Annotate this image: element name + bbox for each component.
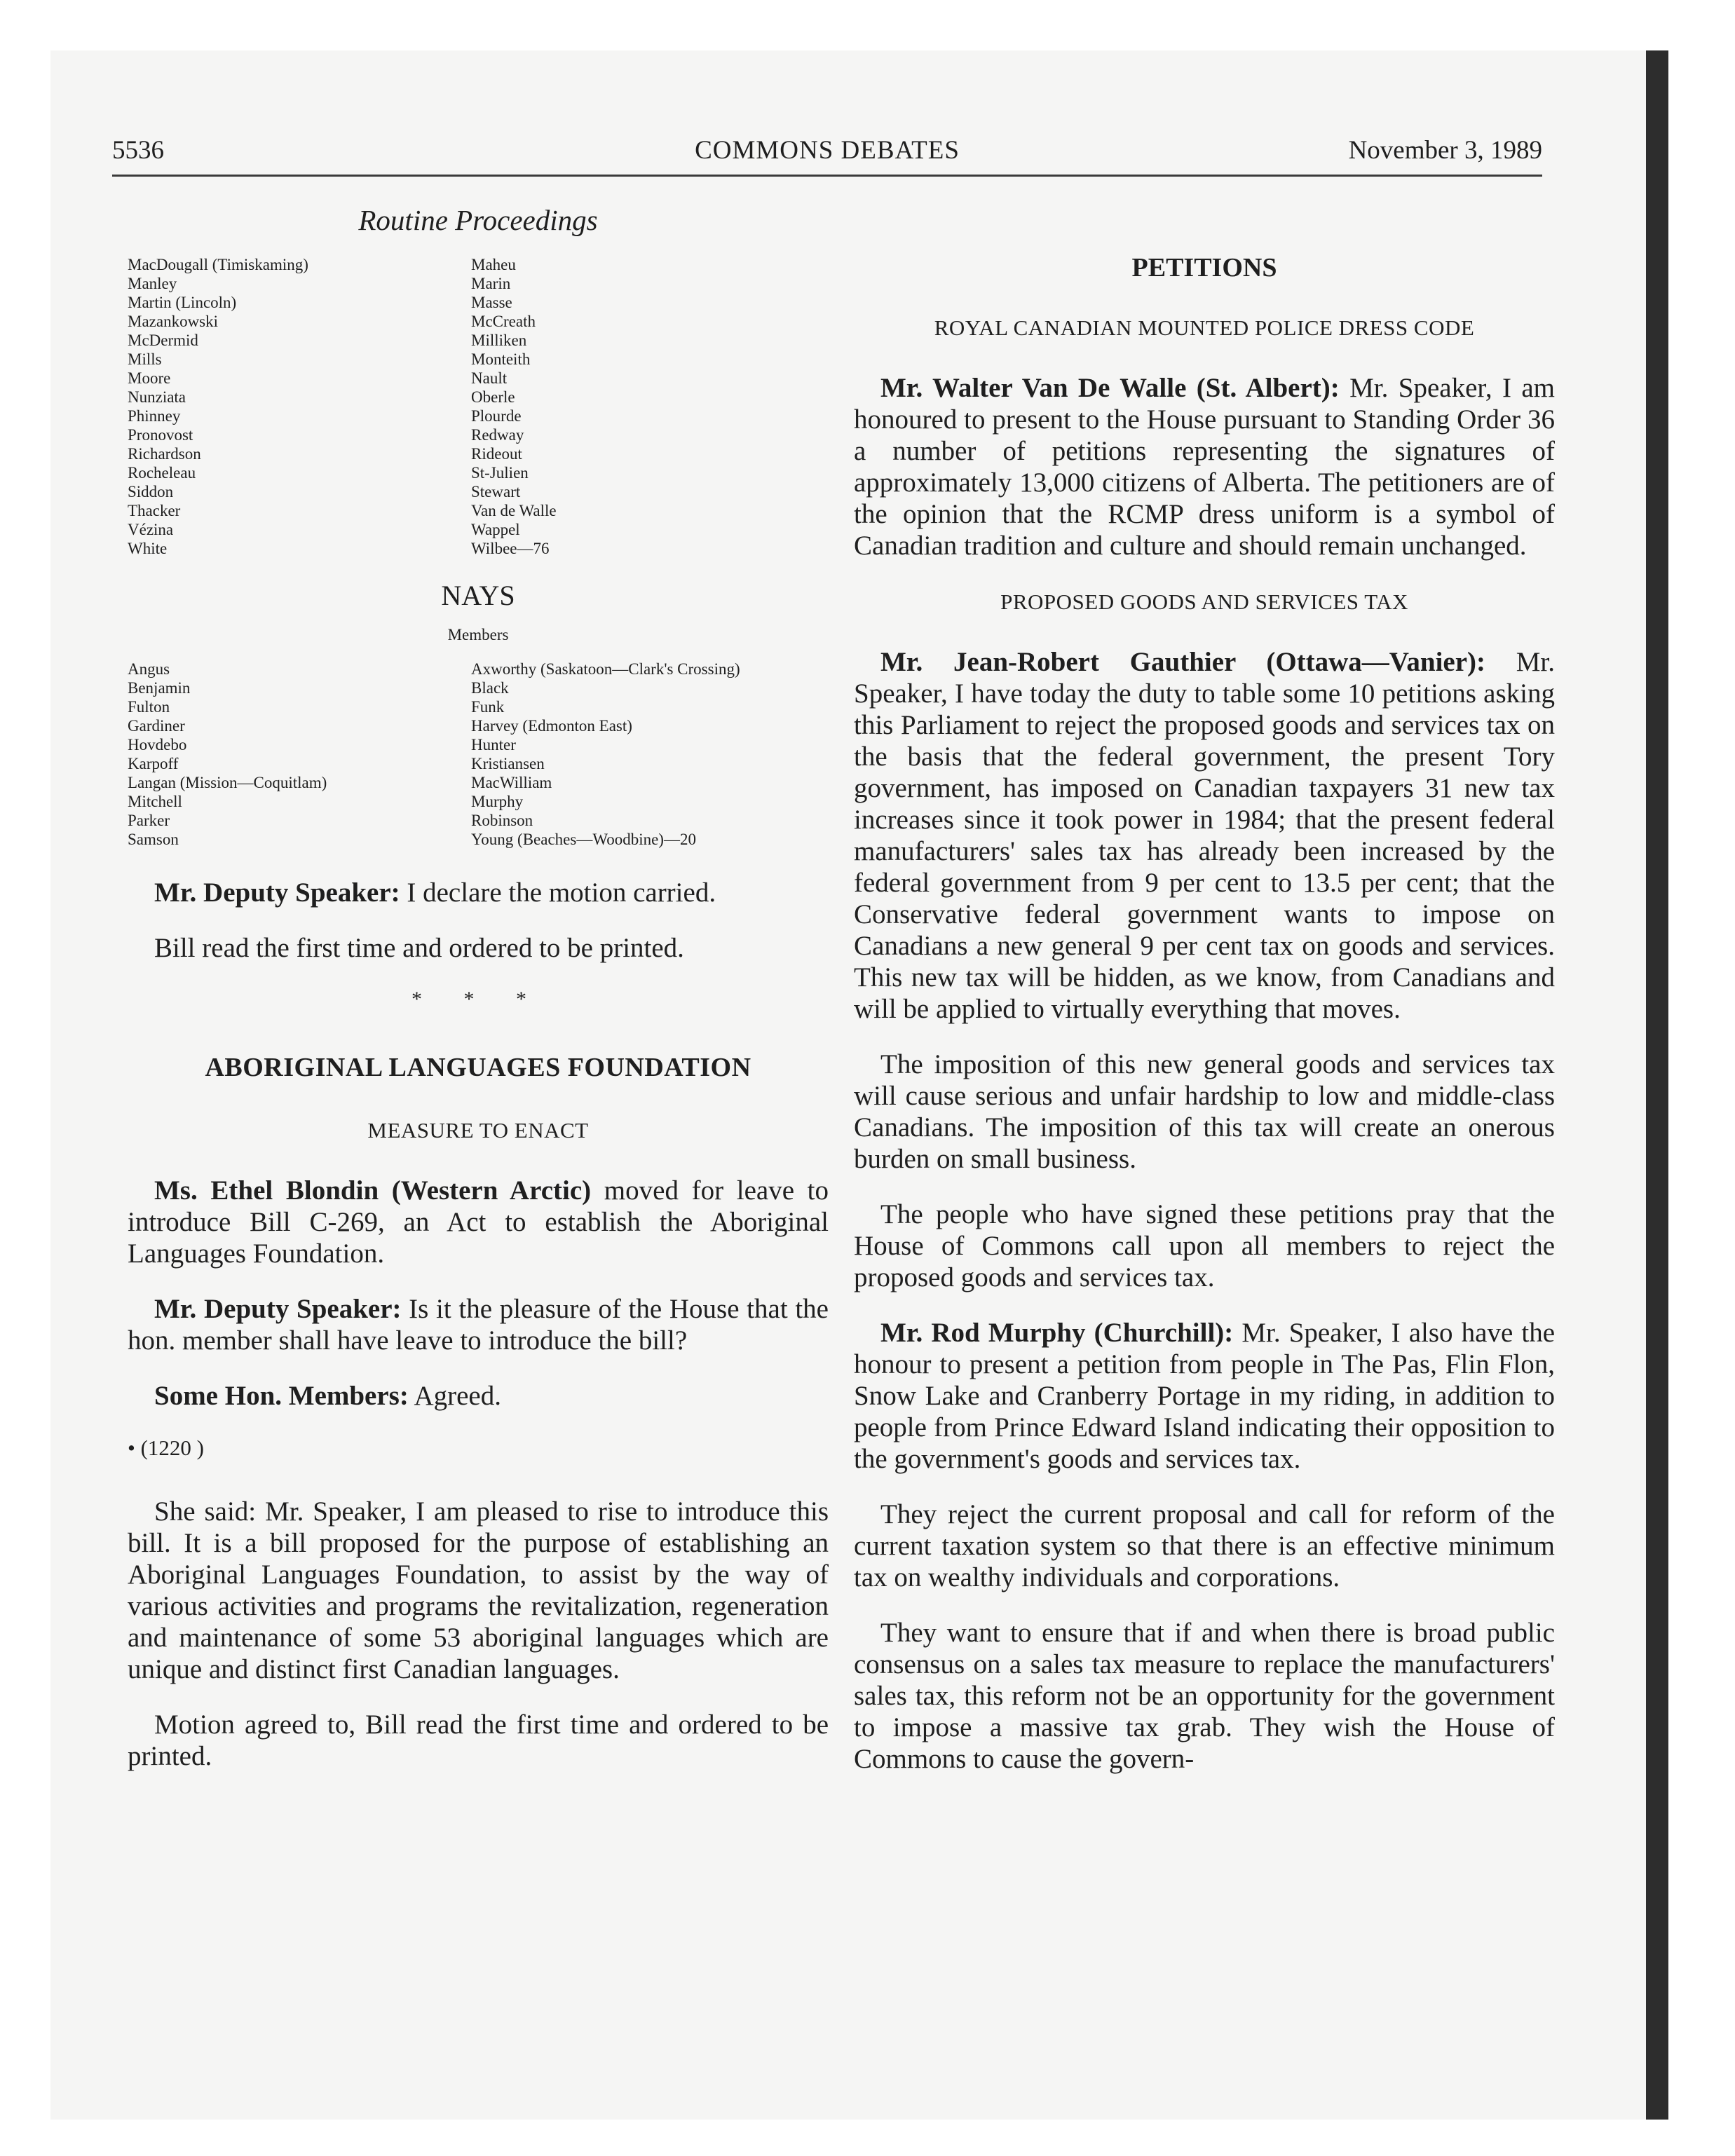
section-heading: PETITIONS bbox=[1131, 253, 1277, 282]
speaker-name: Some Hon. Members: bbox=[154, 1381, 409, 1411]
member-name: Rocheleau bbox=[128, 464, 196, 482]
member-name: Redway bbox=[471, 426, 524, 444]
section-title: Routine Proceedings bbox=[358, 204, 598, 236]
member-name: Oberle bbox=[471, 388, 515, 406]
nays-list bbox=[128, 660, 829, 849]
member-name: Masse bbox=[471, 294, 512, 311]
paragraph-text: Agreed. bbox=[408, 1381, 501, 1411]
paragraph bbox=[854, 646, 1555, 1025]
member-name: McDermid bbox=[128, 332, 198, 349]
member-name: Funk bbox=[471, 698, 505, 716]
member-name: Vézina bbox=[128, 521, 174, 538]
member-name: Wappel bbox=[471, 521, 520, 538]
section-divider: * * * bbox=[411, 988, 545, 1011]
member-name: Martin (Lincoln) bbox=[128, 294, 237, 311]
page-number: 5536 bbox=[112, 136, 164, 165]
paragraph: Bill read the first time and ordered to be printed. bbox=[154, 933, 684, 963]
paragraph bbox=[128, 877, 829, 908]
nays-column-2 bbox=[471, 660, 829, 849]
member-name: Plourde bbox=[471, 407, 522, 425]
member-name: Rideout bbox=[471, 445, 522, 463]
speaker-name: Mr. Deputy Speaker: bbox=[154, 878, 400, 908]
section-subheading: MEASURE TO ENACT bbox=[367, 1118, 589, 1142]
members-label: Members bbox=[447, 626, 509, 643]
paragraph bbox=[128, 1175, 829, 1269]
member-name: MacDougall (Timiskaming) bbox=[128, 256, 308, 273]
section-subheading: ROYAL CANADIAN MOUNTED POLICE DRESS CODE bbox=[934, 315, 1475, 340]
member-name: Maheu bbox=[471, 256, 516, 273]
member-name: Siddon bbox=[128, 483, 174, 500]
member-name: MacWilliam bbox=[471, 774, 552, 791]
paragraph-text: I declare the motion carried. bbox=[400, 878, 716, 908]
member-name: Kristiansen bbox=[471, 755, 545, 772]
member-name: Angus bbox=[128, 660, 170, 678]
member-name: Young (Beaches—Woodbine)—20 bbox=[471, 831, 696, 848]
member-name: Richardson bbox=[128, 445, 201, 463]
member-name: Karpoff bbox=[128, 755, 179, 772]
member-name: Fulton bbox=[128, 698, 170, 716]
speaker-name: Mr. Rod Murphy (Churchill): bbox=[880, 1318, 1234, 1348]
paragraph-text: Mr. Speaker, I have today the duty to table some 10 petitions asking this Parliament to reject the proposed goods and services tax on the basis that the federal government, the present Tory government, has imposed on Canadian taxpayers 31 new tax increases since it took power in 1984; that the present federal manufacturers' sales tax has already been increased by the federal government from 9 per cent to 13.5 per cent; that the Conservative federal government wants to impose on Canadians a new general 9 per cent tax on goods and services. This new tax will be hidden, as we know, from Canadians and will be applied to virtually everything that moves. bbox=[854, 647, 1555, 1024]
yeas-column-2 bbox=[471, 255, 829, 558]
member-name: Moore bbox=[128, 369, 171, 387]
paragraph: Motion agreed to, Bill read the first time and ordered to be printed. bbox=[128, 1710, 829, 1771]
member-name: St-Julien bbox=[471, 464, 529, 482]
paragraph-text: Mr. Speaker, I also have the honour to present a petition from people in The Pas, Flin Flon, Snow Lake and Cranberry Portage in my riding, in addition to people from Prince Edward Island indicating their opposition to the government's goods and services tax. bbox=[854, 1318, 1556, 1474]
member-name: Pronovost bbox=[128, 426, 193, 444]
publication-title: COMMONS DEBATES bbox=[695, 136, 960, 165]
speaker-name: Mr. Walter Van De Walle (St. Albert): bbox=[880, 373, 1340, 403]
member-name: Mazankowski bbox=[128, 313, 219, 330]
issue-date: November 3, 1989 bbox=[1348, 136, 1542, 165]
member-name: Mitchell bbox=[128, 793, 182, 810]
section-subheading: PROPOSED GOODS AND SERVICES TAX bbox=[1000, 589, 1408, 614]
paragraph-text: Is it the pleasure of the House that the hon. member shall have leave to introduce the bill? bbox=[128, 1294, 829, 1356]
speaker-name: Mr. Jean-Robert Gauthier (Ottawa—Vanier): bbox=[880, 647, 1486, 677]
paragraph bbox=[128, 1293, 829, 1356]
right-column bbox=[854, 252, 1555, 1799]
nays-heading: NAYS bbox=[441, 580, 515, 611]
left-column bbox=[128, 203, 829, 1796]
member-name: Hovdebo bbox=[128, 736, 187, 753]
member-name: McCreath bbox=[471, 313, 536, 330]
paragraph: They want to ensure that if and when there is broad public consensus on a sales tax measure to replace the manufacturers' sales tax, this reform not be an opportunity for the government to impose a massive tax grab. They wish the House of Commons to cause the govern- bbox=[854, 1618, 1555, 1774]
paragraph-text: moved for leave to introduce Bill C-269, an Act to establish the Aboriginal Languages Foundation. bbox=[128, 1175, 829, 1269]
member-name: White bbox=[128, 540, 168, 557]
member-name: Nunziata bbox=[128, 388, 186, 406]
member-name: Gardiner bbox=[128, 717, 185, 735]
document-page bbox=[112, 130, 1556, 2085]
member-name: Marin bbox=[471, 275, 511, 292]
nays-column-1 bbox=[128, 660, 471, 849]
speaker-name: Mr. Deputy Speaker: bbox=[154, 1294, 402, 1324]
paragraph: She said: Mr. Speaker, I am pleased to rise to introduce this bill. It is a bill proposed for the purpose of establishing an Aboriginal Languages Foundation, to assist by the way of various activities and programs the revitalization, regeneration and maintenance of some 53 aboriginal languages which are unique and distinct first Canadian languages. bbox=[128, 1496, 829, 1684]
member-name: Manley bbox=[128, 275, 177, 292]
member-name: Thacker bbox=[128, 502, 181, 519]
member-name: Murphy bbox=[471, 793, 524, 810]
member-name: Langan (Mission—Coquitlam) bbox=[128, 774, 327, 791]
member-name: Hunter bbox=[471, 736, 516, 753]
member-name: Mills bbox=[128, 350, 162, 368]
paragraph bbox=[128, 1380, 829, 1412]
scan-edge-bar bbox=[1646, 50, 1668, 2120]
member-name: Benjamin bbox=[128, 679, 191, 697]
member-name: Monteith bbox=[471, 350, 531, 368]
yeas-column-1 bbox=[128, 255, 471, 558]
member-name: Robinson bbox=[471, 812, 533, 829]
paragraph-text: Mr. Speaker, I am honoured to present to the House pursuant to Standing Order 36 a number of petitions representing the signatures of approximately 13,000 citizens of Alberta. The petitioners are of the opinion that the RCMP dress uniform is a symbol of Canadian tradition and culture and should remain unchanged. bbox=[854, 373, 1555, 561]
member-name: Van de Walle bbox=[471, 502, 557, 519]
member-name: Parker bbox=[128, 812, 170, 829]
paragraph: They reject the current proposal and call for reform of the current taxation system so that there is an effective minimum tax on wealthy individuals and corporations. bbox=[854, 1499, 1555, 1592]
member-name: Black bbox=[471, 679, 509, 697]
paragraph bbox=[854, 372, 1555, 561]
paragraph: The imposition of this new general goods and services tax will cause serious and unfair hardship to low and middle-class Canadians. The imposition of this tax will create an onerous burden on small business. bbox=[854, 1049, 1555, 1174]
running-header bbox=[112, 130, 1542, 177]
member-name: Nault bbox=[471, 369, 508, 387]
member-name: Harvey (Edmonton East) bbox=[471, 717, 632, 735]
member-name: Samson bbox=[128, 831, 179, 848]
section-heading: ABORIGINAL LANGUAGES FOUNDATION bbox=[205, 1053, 751, 1082]
paragraph bbox=[854, 1317, 1555, 1475]
speaker-name: Ms. Ethel Blondin (Western Arctic) bbox=[154, 1175, 592, 1206]
member-name: Stewart bbox=[471, 483, 521, 500]
member-name: Milliken bbox=[471, 332, 527, 349]
time-marker: • (1220 ) bbox=[128, 1435, 204, 1460]
member-name: Axworthy (Saskatoon—Clark's Crossing) bbox=[471, 660, 740, 678]
member-name: Phinney bbox=[128, 407, 181, 425]
paragraph: The people who have signed these petitions pray that the House of Commons call upon all members to reject the proposed goods and services tax. bbox=[854, 1199, 1555, 1292]
yeas-list bbox=[128, 255, 829, 558]
member-name: Wilbee—76 bbox=[471, 540, 550, 557]
